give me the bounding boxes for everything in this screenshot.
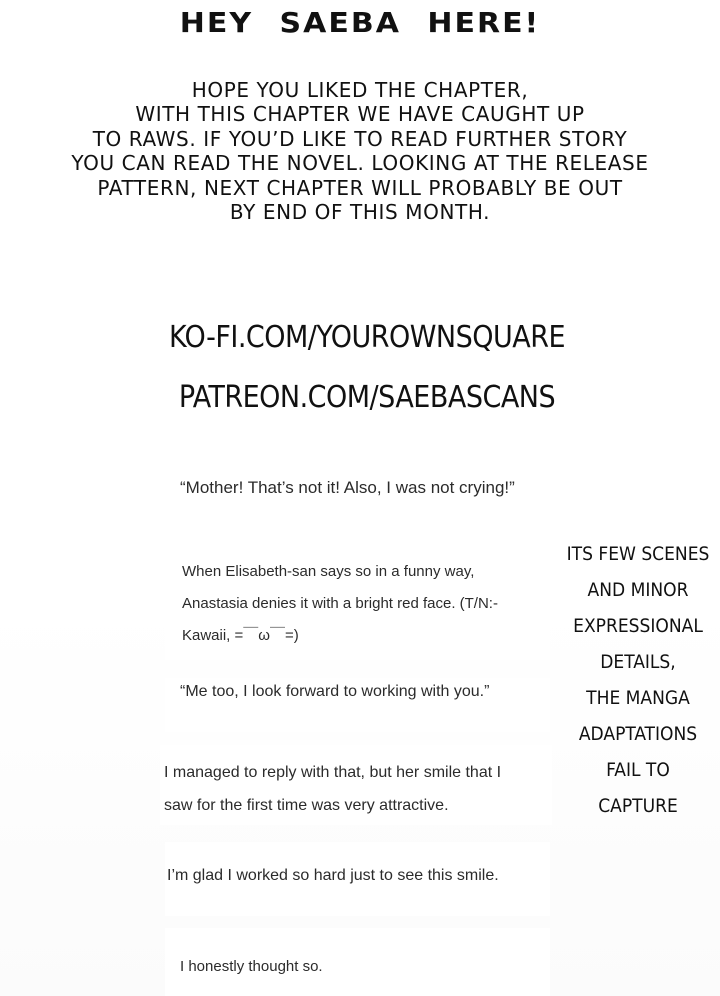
translator-note bbox=[0, 78, 720, 224]
excerpt-line: When Elisabeth-san says so in a funny way, bbox=[182, 563, 475, 580]
side-note bbox=[560, 536, 716, 824]
patreon-link: PATREON.COM/SAEBASCANS bbox=[178, 380, 556, 415]
translator-note-line: TO RAWS. IF YOU’D LIKE TO READ FURTHER STORY bbox=[92, 126, 628, 151]
translator-note-line: YOU CAN READ THE NOVEL. LOOKING AT THE RELEASE bbox=[71, 151, 649, 176]
side-note-line: EXPRESSIONAL bbox=[573, 615, 703, 637]
excerpt-line: Anastasia denies it with a bright red face. (T/N:- bbox=[182, 595, 498, 612]
excerpt-text: “Mother! That’s not it! Also, I was not crying!” bbox=[180, 478, 515, 497]
page-title: HEY SAEBA HERE! bbox=[179, 7, 541, 40]
translator-note-line: HOPE YOU LIKED THE CHAPTER, bbox=[191, 78, 529, 102]
side-note-line: ITS FEW SCENES bbox=[566, 543, 710, 565]
excerpt-text bbox=[164, 756, 501, 822]
excerpt-line: saw for the first time was very attractive. bbox=[164, 797, 449, 814]
excerpt-text bbox=[182, 556, 498, 652]
translator-note-line: WITH THIS CHAPTER WE HAVE CAUGHT UP bbox=[135, 102, 585, 127]
side-note-line: FAIL TO bbox=[606, 759, 670, 781]
side-note-line: CAPTURE bbox=[598, 795, 678, 817]
translator-note-line: BY END OF THIS MONTH. bbox=[229, 200, 491, 225]
side-note-line: AND MINOR bbox=[587, 579, 689, 601]
excerpt-text: I’m glad I worked so hard just to see this smile. bbox=[167, 867, 499, 884]
translator-note-line: PATTERN, NEXT CHAPTER WILL PROBABLY BE OUT bbox=[97, 175, 623, 200]
excerpt-text: I honestly thought so. bbox=[180, 958, 323, 975]
excerpt-text: “Me too, I look forward to working with you.” bbox=[180, 683, 490, 700]
kofi-link: KO-FI.COM/YOUROWNSQUARE bbox=[168, 320, 565, 355]
side-note-line: ADAPTATIONS bbox=[578, 723, 698, 745]
side-note-line: THE MANGA bbox=[586, 687, 690, 709]
excerpt-line: I managed to reply with that, but her smile that I bbox=[164, 764, 502, 781]
excerpt-line: Kawaii, =￣ω￣=) bbox=[182, 627, 299, 644]
side-note-line: DETAILS, bbox=[600, 651, 676, 673]
